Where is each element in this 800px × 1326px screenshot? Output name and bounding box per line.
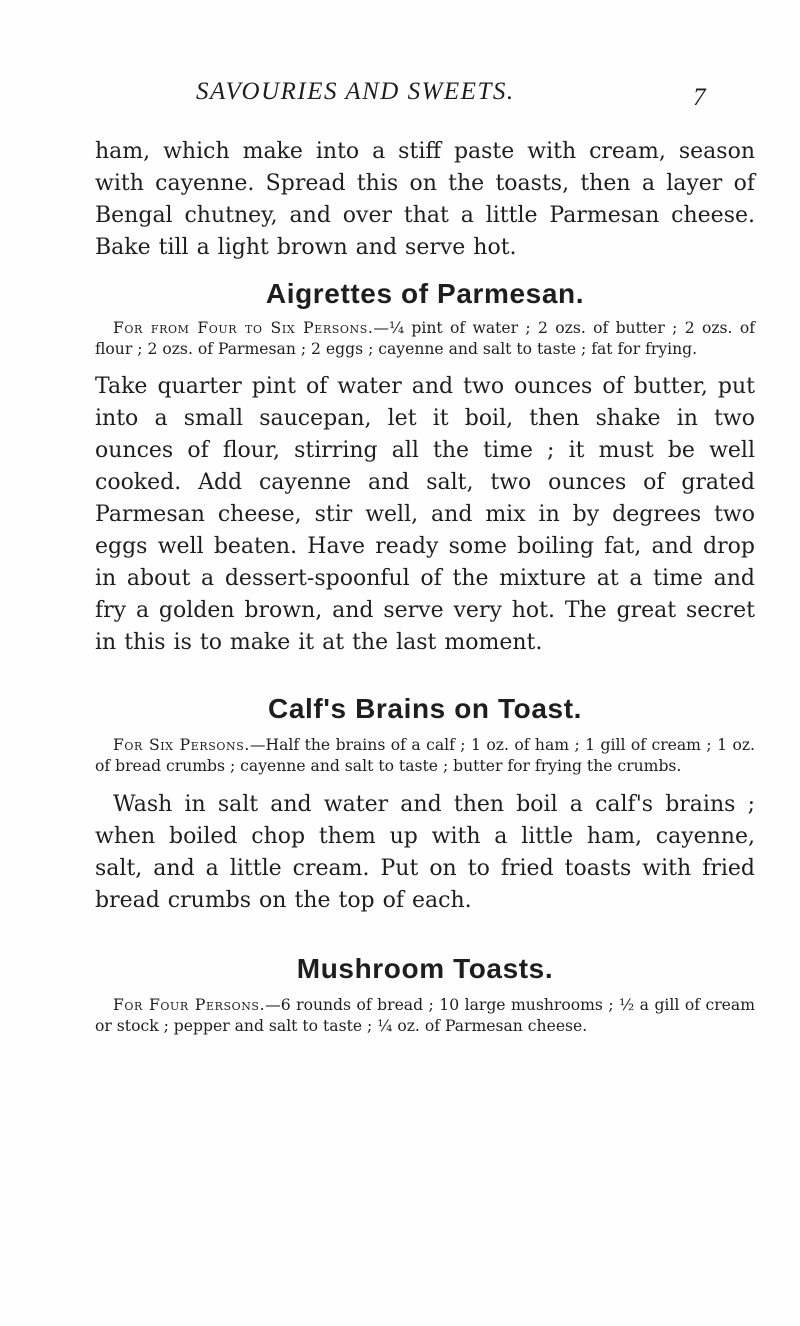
recipe-ingredient-list: —¼ pint of water ; 2 ozs. of butter ; 2 ozs. of flour ; 2 ozs. of Parmesan ; 2 eggs ; cayenne and salt to taste ; fat for frying. [95,319,755,358]
page-content [95,136,755,1037]
recipe-mushroom-toasts [95,953,755,1037]
recipe-ingredients [95,735,755,777]
running-title: SAVOURIES AND SWEETS. [196,78,515,105]
running-head [0,70,800,110]
recipe-method: Take quarter pint of water and two ounces of butter, put into a small saucepan, let it boil, then shake in two ounces of flour, stirring all the time ; it must be well cooked. Add cayenne and salt, two ounces of grated Parmesan cheese, stir well, and mix in by degrees two eggs well beaten. Have ready some boiling fat, and drop in about a dessert-spoonful of the mixture at a time and fry a golden brown, and serve very hot. The great secret in this is to make it at the last moment. [95,374,755,655]
recipe-aigrettes-of-parmesan [95,278,755,659]
recipe-ingredient-list: —6 rounds of bread ; 10 large mushrooms ; ½ a gill of cream or stock ; pepper and salt to taste ; ¼ oz. of Parmesan cheese. [95,996,755,1035]
recipe-title: Mushroom Toasts. [296,953,554,984]
recipe-servings: For Four Persons. [113,996,266,1014]
recipe-servings: For Six Persons. [113,736,250,754]
recipe-method: Wash in salt and water and then boil a calf's brains ; when boiled chop them up with a little ham, cayenne, salt, and a little cream. Put on to fried toasts with fried bread crumbs on the top of each. [95,792,755,913]
recipe-ingredients [95,995,755,1037]
recipe-ingredients [95,318,755,360]
recipe-title: Aigrettes of Parmesan. [265,278,585,309]
recipe-calfs-brains-on-toast [95,693,755,917]
recipe-title: Calf's Brains on Toast. [268,693,582,724]
page-number: 7 [693,84,706,111]
recipe-ingredient-list: —Half the brains of a calf ; 1 oz. of ham ; 1 gill of cream ; 1 oz. of bread crumbs ; cayenne and salt to taste ; butter for frying the crumbs. [95,736,755,775]
continuation-paragraph: ham, which make into a stiff paste with cream, season with cayenne. Spread this on the toasts, then a layer of Bengal chutney, and over that a little Parmesan cheese. Bake till a light brown and serve hot. [95,139,755,260]
recipe-servings: For from Four to Six Persons. [113,319,374,337]
